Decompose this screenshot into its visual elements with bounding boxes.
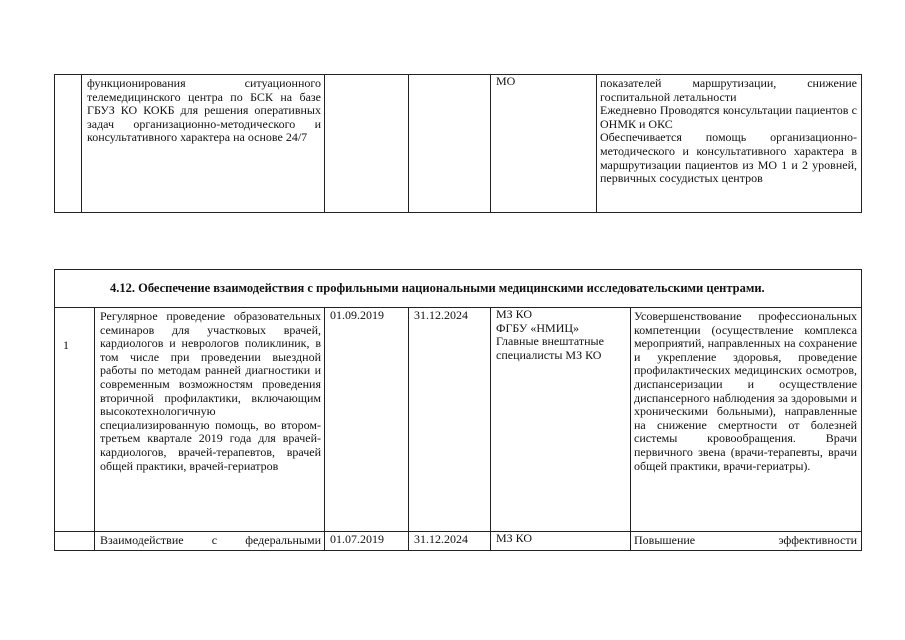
end-date-cell [409, 75, 491, 213]
start-date-cell [325, 75, 409, 213]
executor-line: МЗ КО [496, 307, 533, 321]
activity-cell [95, 532, 325, 551]
number-cell [55, 75, 82, 213]
row-number-cell [55, 308, 95, 532]
continuation-table [54, 74, 862, 213]
executor-text: МО [496, 74, 516, 88]
start-date: 01.07.2019 [330, 532, 384, 546]
row-number: 1 [63, 338, 69, 352]
activity-text: Взаимодействие с федеральными [100, 533, 321, 547]
section-table [54, 269, 862, 551]
start-date-cell [325, 532, 409, 551]
section-title: 4.12. Обеспечение взаимодействия с профильными национальными медицинскими исследовательскими центрами. [110, 281, 765, 295]
result-cell [631, 532, 862, 551]
executor-cell [491, 75, 597, 213]
result-text: Повышение эффективности [634, 533, 858, 547]
activity-cell [95, 308, 325, 532]
end-date-cell [409, 308, 491, 532]
row-number-cell [55, 532, 95, 551]
executor-text: МЗ КО [496, 531, 533, 545]
executor-line: Главные внештатные специалисты МЗ КО [496, 334, 604, 362]
end-date: 31.12.2024 [414, 308, 468, 322]
executor-cell [491, 308, 631, 532]
end-date: 31.12.2024 [414, 532, 468, 546]
end-date-cell [409, 532, 491, 551]
result-cell [597, 75, 862, 213]
start-date: 01.09.2019 [330, 308, 384, 322]
result-cell [631, 308, 862, 532]
section-heading [55, 270, 862, 308]
executor-line: ФГБУ «НМИЦ» [496, 320, 580, 335]
start-date-cell [325, 308, 409, 532]
result-line: показателей маршрутизации, снижение госпитальной летальности [600, 76, 857, 104]
activity-text: Регулярное проведение образовательных семинаров для участковых врачей, кардиологов и неврологов поликлиник, в том числе при проведении выездной работы по методам ранней диагностики и современным возможностям проведения вторичной профилактики, включающим высокотехнологичную специализированную помощь, во втором-третьем квартале 2019 года для врачей-кардиологов, врачей-терапевтов, врачей общей практики, врачей-гериатров [100, 309, 321, 473]
result-text: Усовершенствование профессиональных компетенции (осуществление комплекса мероприятий, направленных на сохранение и укрепление здоровья, проведение профилактических медицинских осмотров, диспансеризации и осуществление диспансерного наблюдения за здоровыми и хроническими больными), направленные на снижение смертности от болезней системы кровообращения. Врачи первичного звена (врачи-терапевты, врачи общей практики, врачи-гериатры). [634, 309, 858, 473]
activity-text: функционирования ситуационного телемедицинского центра по БСК на базе ГБУЗ КО КОКБ для решения оперативных задач организационно-методического и консультативного характера на основе 24/7 [87, 76, 321, 145]
executor-cell [491, 532, 631, 551]
result-line: Ежедневно Проводятся консультации пациентов с ОНМК и ОКС [600, 103, 857, 131]
activity-cell [82, 75, 325, 213]
result-line: Обеспечивается помощь организационно-методического и консультативного характера в маршрутизации пациентов из МО 1 и 2 уровней, первичных сосудистых центров [600, 130, 857, 186]
